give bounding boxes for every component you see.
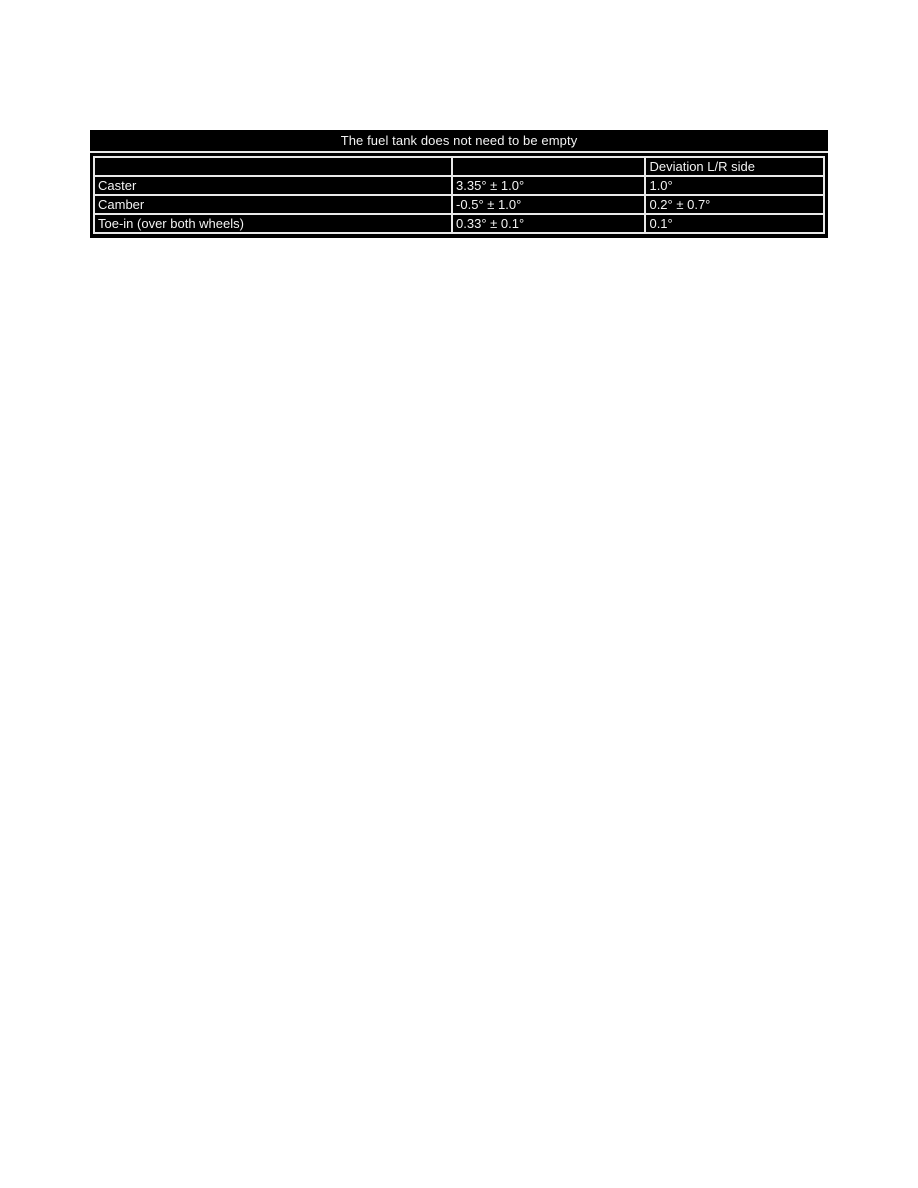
title-separator xyxy=(90,151,828,153)
column-header-deviation: Deviation L/R side xyxy=(645,157,824,176)
table-title: The fuel tank does not need to be empty xyxy=(340,133,578,148)
value-cell: 0.33° ± 0.1° xyxy=(452,214,645,233)
row-label-cell: Caster xyxy=(94,176,452,195)
spec-grid xyxy=(93,156,825,234)
value-cell: -0.5° ± 1.0° xyxy=(452,195,645,214)
row-label-cell: Toe-in (over both wheels) xyxy=(94,214,452,233)
table-row-camber xyxy=(94,195,824,214)
deviation-cell: 1.0° xyxy=(645,176,824,195)
row-label-cell: Camber xyxy=(94,195,452,214)
table-row-toe-in xyxy=(94,214,824,233)
value-cell: 3.35° ± 1.0° xyxy=(452,176,645,195)
column-header-empty-2 xyxy=(452,157,645,176)
deviation-cell: 0.1° xyxy=(645,214,824,233)
deviation-cell: 0.2° ± 0.7° xyxy=(645,195,824,214)
header-row xyxy=(94,157,824,176)
wheel-alignment-spec-table xyxy=(90,130,828,238)
column-header-empty-1 xyxy=(94,157,452,176)
table-row-caster xyxy=(94,176,824,195)
